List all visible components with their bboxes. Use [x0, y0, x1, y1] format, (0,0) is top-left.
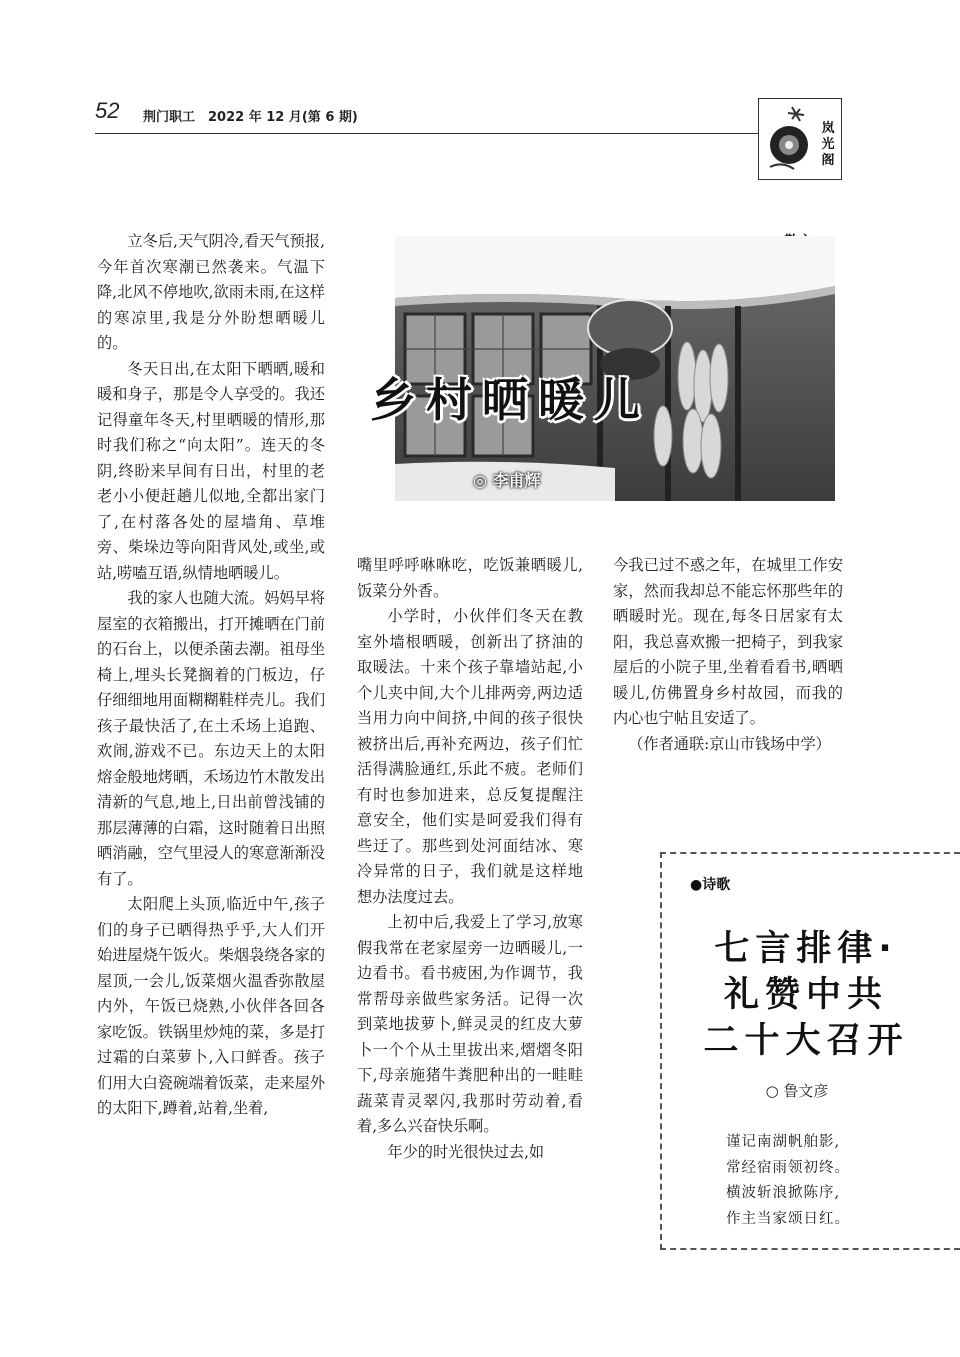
poem-box — [660, 852, 960, 1250]
title-photo — [365, 236, 835, 521]
poem-title — [676, 926, 936, 1064]
prose-column-1 — [97, 229, 325, 1122]
page-number: 52 — [95, 98, 120, 123]
header-rule — [95, 133, 760, 134]
page-header — [95, 96, 795, 136]
poem-line: 常经宿雨领初终。 — [726, 1159, 850, 1176]
section-label-poem: ●诗歌 — [690, 877, 731, 893]
poem-title-line: 七言排律· — [714, 929, 898, 969]
paragraph: 太阳爬上头顶,临近中午,孩子们的身子已晒得热乎乎,大人们开始进屋烧午饭火。柴烟袅绕各家的屋顶,一会儿,饭菜烟火温香弥散屋内外，午饭已烧熟,小伙伴各回各家吃饭。铁锅里炒炖的菜，多是打过霜的白菜萝卜,入口鲜香。孩子们用大白瓷碗端着饭菜，走来屋外的太阳下,蹲着,站着,坐着, — [97, 895, 325, 1117]
poem-author: ○ 鲁文彦 — [765, 1082, 829, 1100]
poem-line: 作主当家颂日红。 — [726, 1210, 850, 1227]
paragraph: 我的家人也随大流。妈妈早将屋室的衣箱搬出，打开摊晒在门前的石台上，以便杀菌去潮。祖母坐椅上,埋头长凳搁着的门板边，仔仔细细地用面糊糊鞋样壳儿。我们孩子最快活了,在土禾场上追跑、欢闹,游戏不已。东边天上的太阳熔金般地烤晒，禾场边竹木散发出清新的气息,地上,日出前曾浅铺的那层薄薄的白霜，这时随着日出照晒消融，空气里浸人的寒意渐渐没有了。 — [97, 589, 325, 888]
column-emblem-icon — [762, 103, 816, 173]
paragraph: 立冬后,天气阴冷,看天气预报,今年首次寒潮已然袭来。气温下降,北风不停地吹,欲雨未雨,在这样的寒凉里,我是分外盼想晒暖儿的。 — [97, 232, 325, 352]
poem-body — [726, 1130, 850, 1232]
column-logo — [758, 98, 842, 180]
prose-column-2 — [357, 553, 583, 1165]
paragraph: 冬天日出,在太阳下晒晒,暖和暖和身子，那是令人享受的。我还记得童年冬天,村里晒暖的情形,那时我们称之“向太阳”。连天的冬阴,终盼来早间有日出，村里的老老小小便赶趟儿似地,全都出家门了,在村落各处的屋墙角、草堆旁、柴垛边等向阳背风处,或坐,或站,唠嗑互语,纵情地晒暖儿。 — [97, 359, 325, 582]
paragraph: 今我已过不惑之年，在城里工作安家，然而我却总不能忘怀那些年的晒暖时光。现在,每冬日居家有太阳，我总喜欢搬一把椅子，到我家屋后的小院子里,坐着看看书,晒晒暖儿,仿佛置身乡村故园，而我的内心也宁帖且安适了。 — [613, 556, 843, 727]
paragraph: 上初中后,我爱上了学习,放寒假我常在老家屋旁一边晒暖儿,一边看书。看书疲困,为作调节，我常帮母亲做些家务活。记得一次到菜地拔萝卜,鲜灵灵的红皮大萝卜一个个从土里拔出来,熠熠冬阳下,母亲施猪牛粪肥种出的一畦畦蔬菜青灵翠闪,我那时劳动着,看着,多么兴奋快乐啊。 — [357, 913, 583, 1135]
paragraph: 年少的时光很快过去,如 — [387, 1142, 545, 1161]
author-credit: （作者通联:京山市钱场中学） — [628, 734, 831, 753]
paragraph: 嘴里呼呼咻咻吃，吃饭兼晒暖儿,饭菜分外香。 — [357, 556, 583, 600]
publication-info: 荆门职工 2022 年 12 月(第 6 期) — [143, 110, 358, 125]
column-name: 岚光阁 — [821, 121, 835, 168]
prose-column-3 — [613, 553, 843, 757]
poem-title-line: 二十大召开 — [703, 1021, 909, 1061]
article-title: 乡村晒暖儿 — [370, 373, 650, 427]
article-byline: ◎ 李甫辉 — [473, 471, 541, 490]
poem-line: 横波斩浪掀陈序, — [726, 1185, 841, 1201]
poem-title-line: 礼赞中共 — [723, 975, 888, 1015]
poem-line: 谨记南湖帆舶影, — [726, 1134, 841, 1150]
paragraph: 小学时，小伙伴们冬天在教室外墙根晒暖，创新出了挤油的取暖法。十来个孩子靠墙站起,小个儿夹中间,大个儿排两旁,两边适当用力向中间挤,中间的孩子很快被挤出后,再补充两边，孩子们忙活得满脸通红,乐此不疲。老师们有时也参加进来，总反复提醒注意安全，他们实是呵爱我们得有些迂了。那些到处河面结冰、寒冷异常的日子，我们就是这样地想办法度过去。 — [357, 607, 583, 906]
